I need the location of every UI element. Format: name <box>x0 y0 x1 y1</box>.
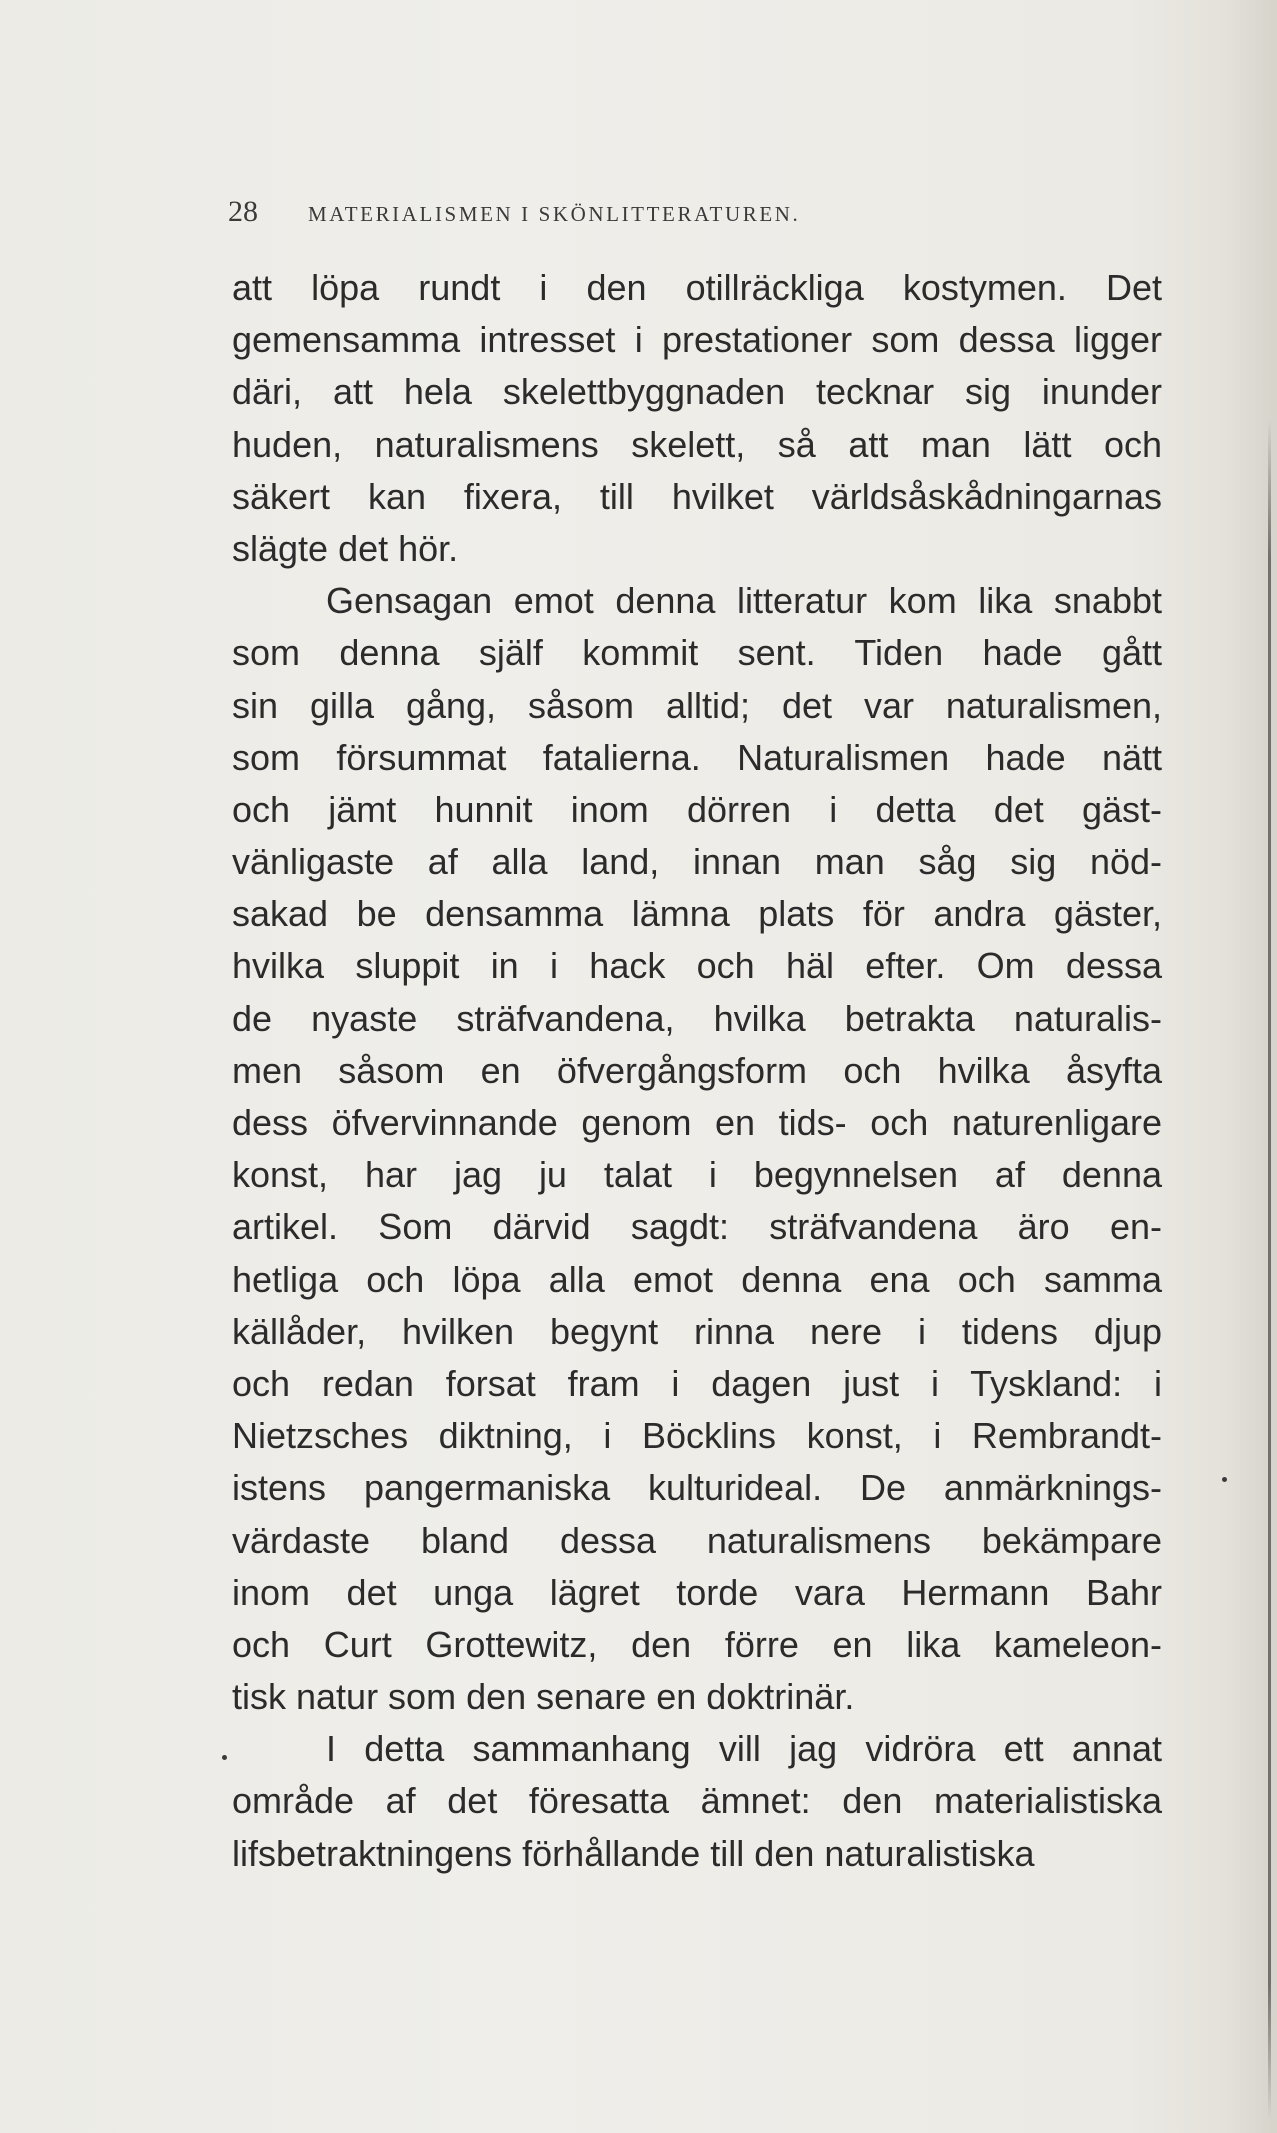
text-line: att löpa rundt i den otillräckliga kostymen. Det <box>232 267 1162 308</box>
running-head <box>228 192 1048 232</box>
text-line: som denna själf kommit sent. Tiden hade gått <box>232 632 1162 674</box>
text-line: säkert kan fixera, till hvilket världsåskådningarnas <box>232 475 1162 517</box>
body-text <box>232 262 1162 1880</box>
paragraph-1 <box>232 262 1162 575</box>
text-line: slägte det hör. <box>232 527 459 569</box>
text-line: hetliga och löpa alla emot denna ena och samma <box>232 1258 1162 1300</box>
stray-mark <box>1222 1477 1227 1482</box>
text-line: konst, har jag ju talat i begynnelsen af denna <box>232 1154 1162 1196</box>
text-line: gemensamma intresset i prestationer som dessa ligger <box>232 319 1162 361</box>
text-line: och redan forsat fram i dagen just i Tyskland: i <box>232 1362 1162 1404</box>
text-line: Nietzsches diktning, i Böcklins konst, i Rembrandt- <box>232 1415 1162 1457</box>
text-line: lifsbetraktningens förhållande till den naturalistiska <box>232 1832 1035 1874</box>
text-line: inom det unga lägret torde vara Hermann Bahr <box>232 1571 1162 1613</box>
running-head-title: MATERIALISMEN I SKÖNLITTERATUREN. <box>308 202 801 226</box>
text-line: vänligaste af alla land, innan man såg sig nöd- <box>232 841 1162 883</box>
text-line: område af det föresatta ämnet: den materialistiska <box>232 1780 1162 1822</box>
text-line: sin gilla gång, såsom alltid; det var naturalismen, <box>232 684 1162 726</box>
text-line: de nyaste sträfvandena, hvilka betrakta naturalis- <box>232 997 1162 1039</box>
text-line: värdaste bland dessa naturalismens bekämpare <box>232 1519 1162 1561</box>
text-line: dess öfvervinnande genom en tids- och naturenligare <box>232 1102 1162 1143</box>
text-line: Gensagan emot denna litteratur kom lika snabbt <box>326 580 1162 622</box>
text-line: tisk natur som den senare en doktrinär. <box>232 1676 855 1718</box>
paragraph-2 <box>232 575 1162 1723</box>
stray-mark <box>222 1755 227 1760</box>
text-line: men såsom en öfvergångsform och hvilka åsyfta <box>232 1049 1162 1091</box>
text-line: som försummat fatalierna. Naturalismen hade nätt <box>232 736 1162 778</box>
page-edge-shadow <box>1268 420 1271 2120</box>
page-number: 28 <box>228 195 258 228</box>
text-line: hvilka sluppit in i hack och häl efter. Om dessa <box>232 945 1162 987</box>
text-line: sakad be densamma lämna plats för andra gäster, <box>232 893 1162 935</box>
paragraph-3 <box>232 1723 1162 1880</box>
text-line: och Curt Grottewitz, den förre en lika kameleon- <box>232 1623 1162 1665</box>
text-line: I detta sammanhang vill jag vidröra ett annat <box>326 1728 1162 1770</box>
text-line: artikel. Som därvid sagdt: sträfvandena äro en- <box>232 1206 1162 1248</box>
text-line: huden, naturalismens skelett, så att man lätt och <box>232 423 1162 465</box>
text-line: och jämt hunnit inom dörren i detta det gäst- <box>232 788 1162 830</box>
text-line: istens pangermaniska kulturideal. De anmärknings- <box>232 1467 1162 1509</box>
text-line: däri, att hela skelettbyggnaden tecknar sig inunder <box>232 371 1162 413</box>
text-line: källåder, hvilken begynt rinna nere i tidens djup <box>232 1310 1162 1352</box>
